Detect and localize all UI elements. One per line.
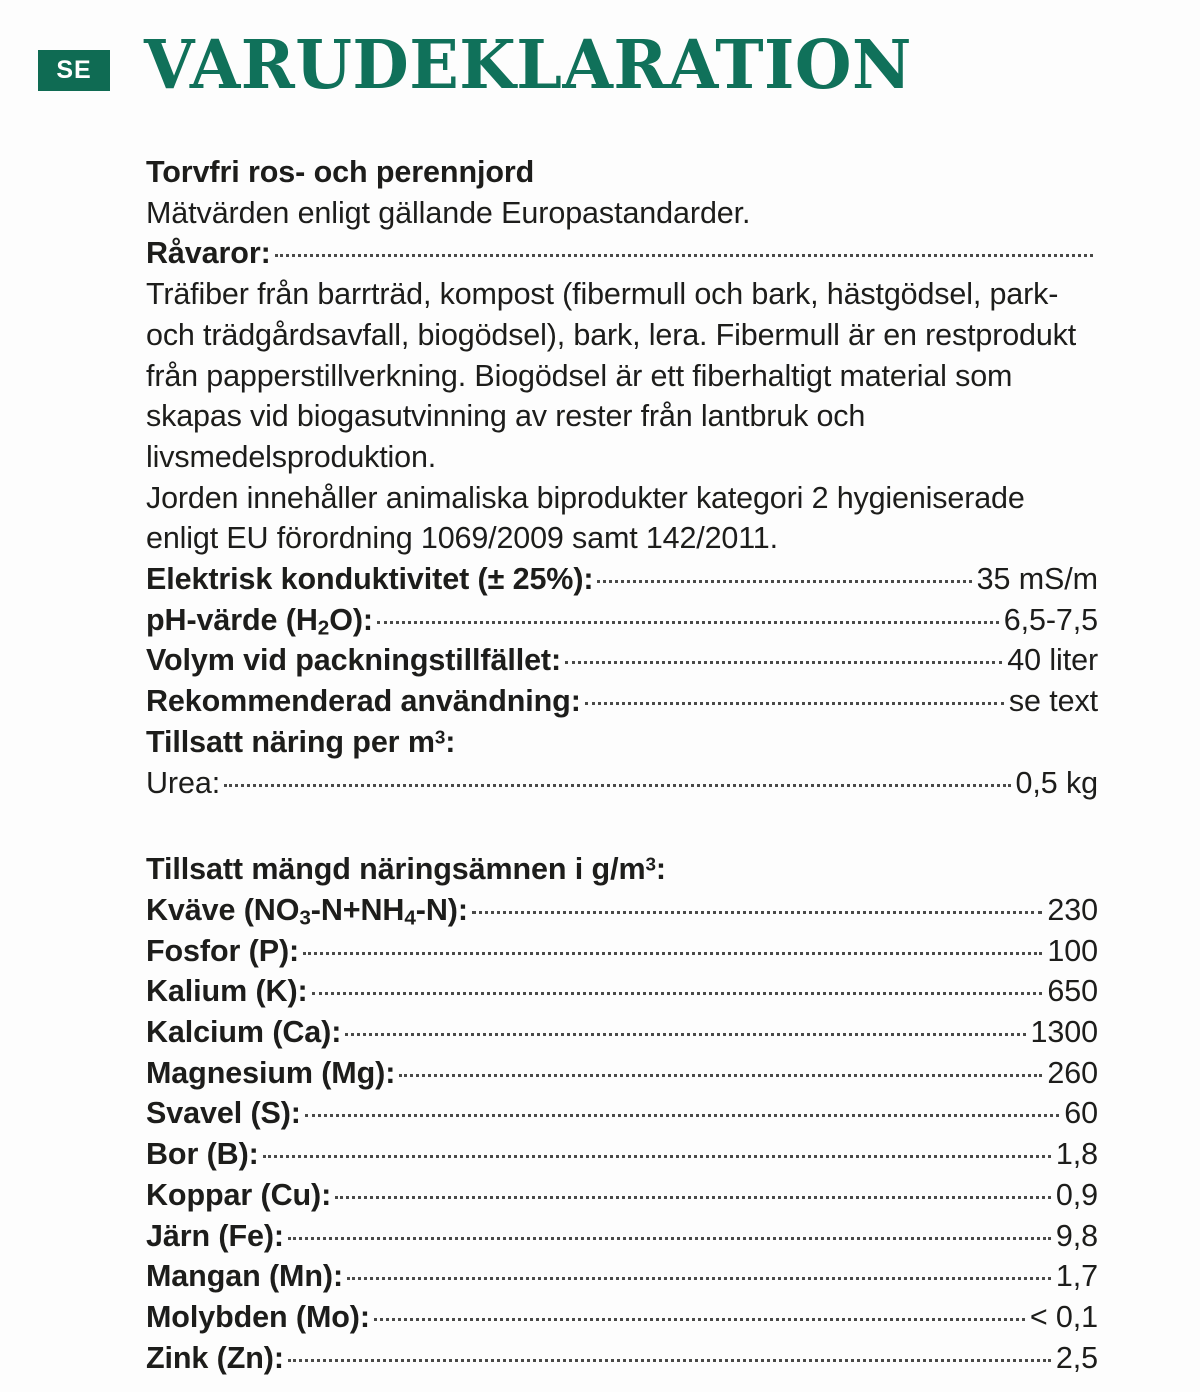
nutrient-value: 60 bbox=[1064, 1096, 1098, 1131]
nutrient-row bbox=[146, 1012, 1098, 1053]
dotted-leader bbox=[288, 1358, 1051, 1362]
nutrient-label: Kväve $(NO_3-N+NH_4-N)$: bbox=[146, 892, 468, 930]
added-nutrition-heading bbox=[146, 722, 1098, 763]
dotted-leader bbox=[399, 1073, 1042, 1077]
property-label: pH-värde $(H_2O)$: bbox=[146, 602, 373, 640]
properties-list bbox=[146, 559, 1098, 722]
standards-note: Mätvärden enligt gällande Europastandarder. bbox=[146, 195, 751, 230]
dotted-leader bbox=[335, 1195, 1051, 1199]
nutrient-row bbox=[146, 931, 1098, 972]
property-value: se text bbox=[1008, 684, 1098, 719]
nutrient-value: 230 bbox=[1047, 892, 1098, 927]
property-label: Elektrisk konduktivitet (± 25%): bbox=[146, 562, 594, 597]
nutrient-label: Zink (Zn): bbox=[146, 1340, 284, 1375]
dotted-leader bbox=[275, 253, 1093, 257]
property-row bbox=[146, 559, 1098, 600]
nutrient-value: 1,7 bbox=[1055, 1259, 1098, 1294]
dotted-leader bbox=[345, 1032, 1025, 1036]
added-nutrition-row bbox=[146, 763, 1098, 804]
dotted-leader bbox=[374, 1317, 1025, 1321]
dotted-leader bbox=[224, 783, 1010, 787]
nutrient-value: 1300 bbox=[1030, 1015, 1098, 1050]
label-body bbox=[146, 152, 1098, 1378]
nutrient-label: Kalcium (Ca): bbox=[146, 1015, 342, 1050]
nutrient-label: Mangan (Mn): bbox=[146, 1259, 344, 1294]
dotted-leader bbox=[565, 660, 1002, 664]
added-nutrition-value: 0,5 kg bbox=[1015, 765, 1098, 800]
nutrient-row bbox=[146, 1338, 1098, 1379]
added-nutrition-label: Urea: bbox=[146, 765, 221, 800]
nutrient-row bbox=[146, 1053, 1098, 1094]
dotted-leader bbox=[288, 1236, 1051, 1240]
nutrient-label: Koppar (Cu): bbox=[146, 1177, 332, 1212]
dotted-leader bbox=[377, 620, 999, 624]
nutrient-label: Bor (B): bbox=[146, 1137, 259, 1172]
nutrient-value: 100 bbox=[1047, 933, 1098, 968]
animal-byproducts-text: Jorden innehåller animaliska biprodukter kategori 2 hygieniserade enligt EU förordning 1069/2009 samt 142/2011. bbox=[146, 480, 1025, 556]
dotted-leader bbox=[347, 1276, 1051, 1280]
property-row bbox=[146, 600, 1098, 641]
nutrient-label: Molybden (Mo): bbox=[146, 1299, 370, 1334]
page-title: VARUDEKLARATION bbox=[144, 25, 912, 104]
dotted-leader bbox=[303, 951, 1042, 955]
nutrient-row bbox=[146, 1297, 1098, 1338]
property-row bbox=[146, 681, 1098, 722]
property-label: Volym vid packningstillfället: bbox=[146, 643, 562, 678]
added-nutrition-heading-label: Tillsatt näring per $m^3$: bbox=[146, 724, 456, 759]
nutrient-label: Magnesium (Mg): bbox=[146, 1055, 396, 1090]
nutrient-value: 650 bbox=[1047, 974, 1098, 1009]
nutrient-row bbox=[146, 1093, 1098, 1134]
property-row bbox=[146, 640, 1098, 681]
dotted-leader bbox=[305, 1113, 1059, 1117]
nutrient-label: Fosfor (P): bbox=[146, 933, 300, 968]
nutrient-value: < 0,1 bbox=[1029, 1299, 1098, 1334]
nutrient-value: 2,5 bbox=[1055, 1340, 1098, 1375]
dotted-leader bbox=[263, 1154, 1051, 1158]
raw-materials-heading-row bbox=[146, 233, 1098, 274]
dotted-leader bbox=[312, 991, 1043, 995]
nutrients-heading-label: Tillsatt mängd näringsämnen i $g/m^3$: bbox=[146, 852, 666, 887]
nutrient-row bbox=[146, 890, 1098, 931]
nutrient-value: 9,8 bbox=[1055, 1218, 1098, 1253]
section-spacer bbox=[146, 803, 1098, 849]
nutrient-label: Kalium (K): bbox=[146, 974, 308, 1009]
property-label: Rekommenderad användning: bbox=[146, 684, 581, 719]
language-badge-se: SE bbox=[38, 50, 110, 91]
label-header bbox=[0, 0, 1200, 140]
nutrient-value: 260 bbox=[1047, 1055, 1098, 1090]
raw-materials-label: Råvaror: bbox=[146, 236, 271, 271]
nutrient-row bbox=[146, 1216, 1098, 1257]
nutrient-value: 0,9 bbox=[1055, 1177, 1098, 1212]
nutrient-row bbox=[146, 1175, 1098, 1216]
nutrient-row bbox=[146, 1256, 1098, 1297]
nutrients-heading bbox=[146, 849, 1098, 890]
property-value: 6,5-7,5 bbox=[1003, 602, 1098, 637]
property-value: 35 mS/m bbox=[976, 562, 1098, 597]
dotted-leader bbox=[597, 579, 971, 583]
product-name: Torvfri ros- och perennjord bbox=[146, 155, 535, 189]
nutrients-list bbox=[146, 890, 1098, 1378]
nutrient-row bbox=[146, 971, 1098, 1012]
property-value: 40 liter bbox=[1007, 643, 1098, 678]
nutrient-row bbox=[146, 1134, 1098, 1175]
dotted-leader bbox=[472, 910, 1043, 914]
dotted-leader bbox=[585, 701, 1004, 705]
nutrient-label: Järn (Fe): bbox=[146, 1218, 284, 1253]
nutrient-label: Svavel (S): bbox=[146, 1096, 301, 1131]
nutrient-value: 1,8 bbox=[1055, 1137, 1098, 1172]
raw-materials-text: Träfiber från barrträd, kompost (fibermull och bark, hästgödsel, park- och trädgårdsavfall, biogödsel), bark, lera. Fibermull är en restprodukt från papperstillverkning. Biogödsel är ett fiberhaltigt material som skapas vid biogasutvinning av rester från lantbruk och livsmedelsproduktion. bbox=[146, 277, 1077, 474]
